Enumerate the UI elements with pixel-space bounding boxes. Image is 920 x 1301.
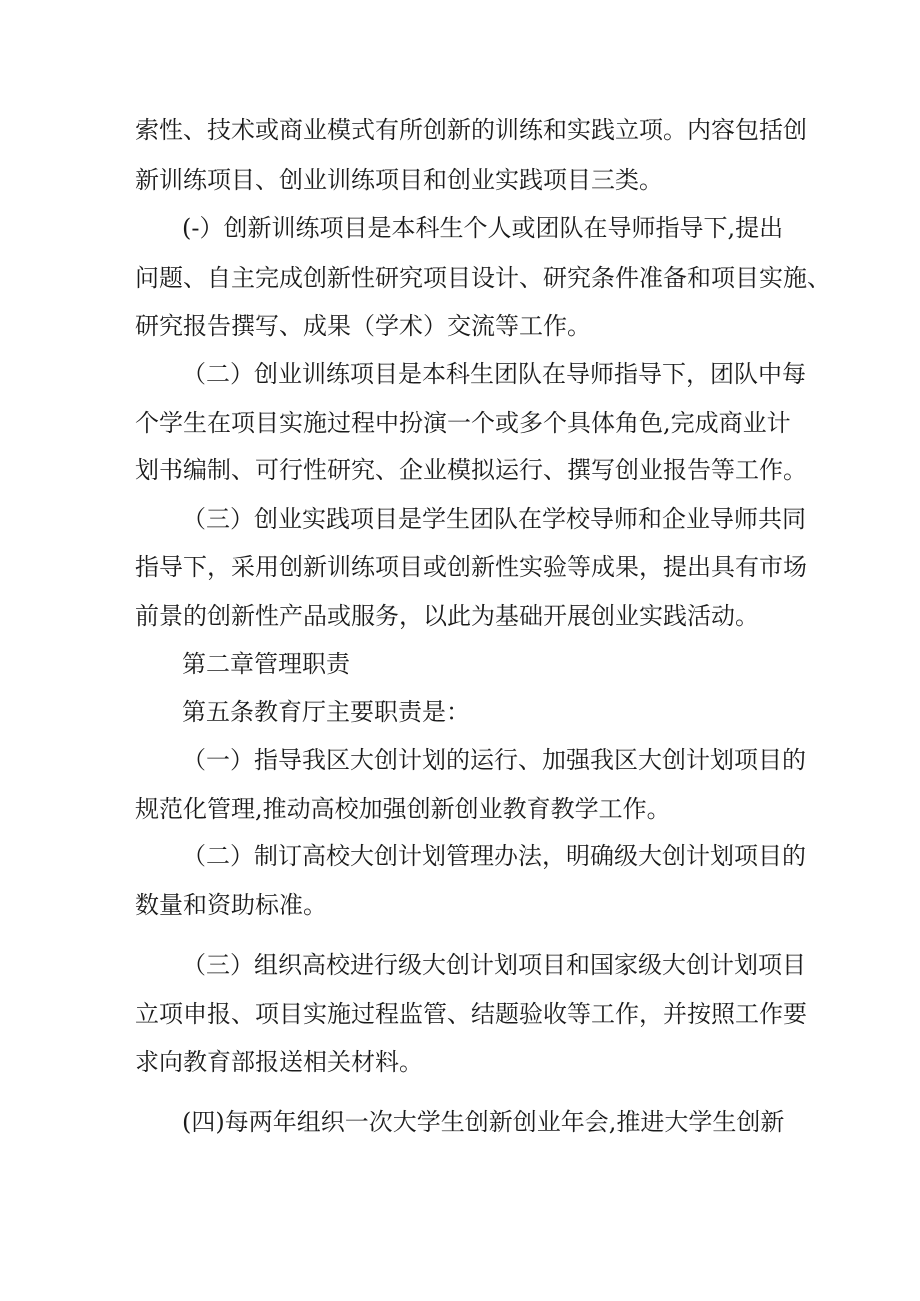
text-line: 个学生在项目实施过程中扮演一个或多个具体角色,完成商业计	[135, 409, 791, 437]
text-line: 前景的创新性产品或服务，以此为基础开展创业实践活动。	[135, 602, 759, 630]
text-line: （三）组织高校进行级大创计划项目和国家级大创计划项目	[182, 951, 806, 979]
text-line: 索性、技术或商业模式有所创新的训练和实践立项。内容包括创	[135, 116, 807, 144]
text-line: 研究报告撰写、成果（学术）交流等工作。	[135, 312, 591, 340]
text-line: （三）创业实践项目是学生团队在学校导师和企业导师共同	[182, 505, 806, 533]
text-line: 指导下，采用创新训练项目或创新性实验等成果，提出具有市场	[135, 553, 807, 581]
article-heading: 第五条教育厅主要职责是：	[182, 698, 470, 726]
text-line: （二）制订高校大创计划管理办法，明确级大创计划项目的	[182, 842, 806, 870]
text-line: 规范化管理,推动高校加强创新创业教育教学工作。	[135, 795, 671, 823]
text-line: 求向教育部报送相关材料。	[135, 1048, 423, 1076]
text-line: 新训练项目、创业训练项目和创业实践项目三类。	[135, 166, 663, 194]
text-line: 立项申报、项目实施过程监管、结题验收等工作，并按照工作要	[135, 1000, 807, 1028]
chapter-heading: 第二章管理职责	[182, 650, 350, 678]
text-line: (四)每两年组织一次大学生创新创业年会,推进大学生创新	[182, 1108, 785, 1136]
text-line: 数量和资助标准。	[135, 891, 327, 919]
text-line: （二）创业训练项目是本科生团队在导师指导下，团队中每	[182, 360, 806, 388]
text-line: （一）指导我区大创计划的运行、加强我区大创计划项目的	[182, 746, 806, 774]
text-line: 问题、自主完成创新性研究项目设计、研究条件准备和项目实施、	[135, 264, 831, 292]
text-line: 划书编制、可行性研究、企业模拟运行、撰写创业报告等工作。	[135, 456, 807, 484]
text-line: (-）创新训练项目是本科生个人或团队在导师指导下,提出	[182, 214, 784, 242]
